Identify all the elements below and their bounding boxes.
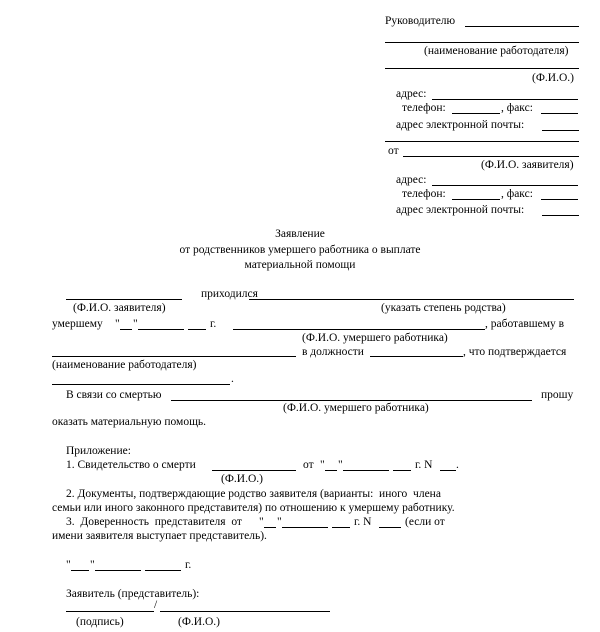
applicant-address-label: адрес: — [396, 174, 427, 186]
attachment-3-label: 3. Доверенность представителя от — [66, 516, 242, 528]
signature-slash: / — [154, 599, 158, 611]
applicant-name-line[interactable] — [403, 156, 579, 157]
footer-year-suffix: г. — [185, 559, 192, 571]
signer-label: Заявитель (представитель): — [66, 588, 200, 600]
attachment-1-from: от — [303, 459, 314, 471]
applicant-hint: (Ф.И.О. заявителя) — [481, 159, 574, 171]
manager-email-label: адрес электронной почты: — [396, 119, 525, 131]
manager-fio-line[interactable] — [385, 68, 579, 69]
manager-phone-line[interactable] — [452, 113, 500, 114]
attachments-heading: Приложение: — [66, 445, 131, 457]
death-label: В связи со смертью — [66, 389, 162, 401]
confirmed-label: , что подтверждается — [463, 346, 567, 358]
signature-line[interactable] — [66, 611, 154, 612]
certificate-day-line[interactable] — [325, 470, 337, 471]
manager-fax-label: , факс: — [501, 102, 533, 114]
worked-label: , работавшему в — [485, 318, 565, 330]
applicant-phone-line[interactable] — [452, 199, 500, 200]
applicant-phone-label: телефон: — [402, 188, 446, 200]
certificate-fio-line[interactable] — [212, 470, 296, 471]
applicant-email-label: адрес электронной почты: — [396, 204, 525, 216]
signature-hint: (подпись) — [76, 616, 124, 628]
signer-fio-hint: (Ф.И.О.) — [178, 616, 220, 628]
title-line-1: Заявление — [275, 228, 325, 240]
related-label: приходился — [201, 288, 258, 300]
relation-hint: (указать степень родства) — [381, 302, 506, 314]
employer-name-hint: (наименование работодателя) — [52, 359, 197, 371]
ask-label: прошу — [541, 389, 574, 401]
employer-name-line[interactable] — [52, 356, 296, 357]
signer-fio-line[interactable] — [160, 611, 330, 612]
relation-line[interactable] — [249, 299, 574, 300]
date-quote-close: " — [133, 318, 138, 330]
attachment-1-quote-open: " — [320, 459, 325, 471]
applicant-fio-line[interactable] — [66, 299, 182, 300]
manager-address-label: адрес: — [396, 88, 427, 100]
certificate-month-line[interactable] — [343, 470, 389, 471]
certificate-number-line[interactable] — [440, 470, 456, 471]
proxy-year-line[interactable] — [332, 527, 350, 528]
attachment-3-note: (если от — [405, 516, 445, 528]
employer-hint: (наименование работодателя) — [424, 45, 569, 57]
confirmation-line[interactable] — [52, 384, 230, 385]
title-line-3: материальной помощи — [244, 259, 356, 271]
applicant-fax-label: , факс: — [501, 188, 533, 200]
deceased-fio-hint: (Ф.И.О. умершего работника) — [302, 332, 448, 344]
certificate-year-line[interactable] — [393, 470, 411, 471]
manager-name-line[interactable] — [465, 26, 579, 27]
applicant-address-line[interactable] — [432, 185, 578, 186]
title-line-2: от родственников умершего работника о выплате — [179, 244, 421, 256]
to-label: Руководителю — [385, 15, 459, 27]
attachment-3-line-2: имени заявителя выступает представитель). — [52, 530, 267, 542]
employer-line[interactable] — [385, 42, 579, 43]
applicant-fio-hint: (Ф.И.О. заявителя) — [73, 302, 166, 314]
proxy-number-line[interactable] — [379, 527, 401, 528]
attachment-2-line-2: семьи или иного законного представителя) по отношению к умершему работнику. — [52, 502, 455, 514]
header-divider — [385, 141, 579, 142]
footer-quote-close: " — [90, 559, 95, 571]
death-year-suffix: г. — [210, 318, 217, 330]
date-quote-open: " — [115, 318, 120, 330]
death-month-line[interactable] — [138, 329, 184, 330]
deceased-label: умершему — [52, 318, 103, 330]
position-line[interactable] — [370, 356, 463, 357]
death-year-line[interactable] — [188, 329, 206, 330]
footer-quote-open: " — [66, 559, 71, 571]
footer-month-line[interactable] — [95, 570, 141, 571]
deceased-fio-line[interactable] — [233, 329, 485, 330]
attachment-1-label: 1. Свидетельство о смерти — [66, 459, 196, 471]
manager-fio-hint: (Ф.И.О.) — [532, 72, 574, 84]
manager-phone-label: телефон: — [402, 102, 446, 114]
death-day-line[interactable] — [120, 329, 132, 330]
attachment-3-quote-open: " — [259, 516, 264, 528]
confirmation-period: . — [231, 373, 234, 385]
footer-day-line[interactable] — [71, 570, 89, 571]
attachment-1-end: . — [456, 459, 459, 471]
proxy-day-line[interactable] — [264, 527, 276, 528]
manager-address-line[interactable] — [432, 99, 578, 100]
attachment-3-quote-close: " — [277, 516, 282, 528]
position-label: в должности — [302, 346, 364, 358]
attachment-2-line-1: 2. Документы, подтверждающие родство заявителя (варианты: иного члена — [66, 488, 441, 500]
proxy-month-line[interactable] — [282, 527, 328, 528]
footer-year-line[interactable] — [145, 570, 181, 571]
attachment-1-fio-hint: (Ф.И.О.) — [221, 473, 263, 485]
applicant-email-line[interactable] — [542, 215, 579, 216]
attachment-1-quote-close: " — [338, 459, 343, 471]
manager-email-line[interactable] — [542, 130, 579, 131]
attachment-1-g-n: г. N — [415, 459, 433, 471]
applicant-fax-line[interactable] — [541, 199, 578, 200]
from-label: от — [388, 145, 399, 157]
attachment-3-g-n: г. N — [354, 516, 372, 528]
deceased-fio-line-2[interactable] — [171, 400, 532, 401]
manager-fax-line[interactable] — [541, 113, 578, 114]
ask-line: оказать материальную помощь. — [52, 416, 207, 428]
deceased-fio-hint-2: (Ф.И.О. умершего работника) — [283, 402, 429, 414]
